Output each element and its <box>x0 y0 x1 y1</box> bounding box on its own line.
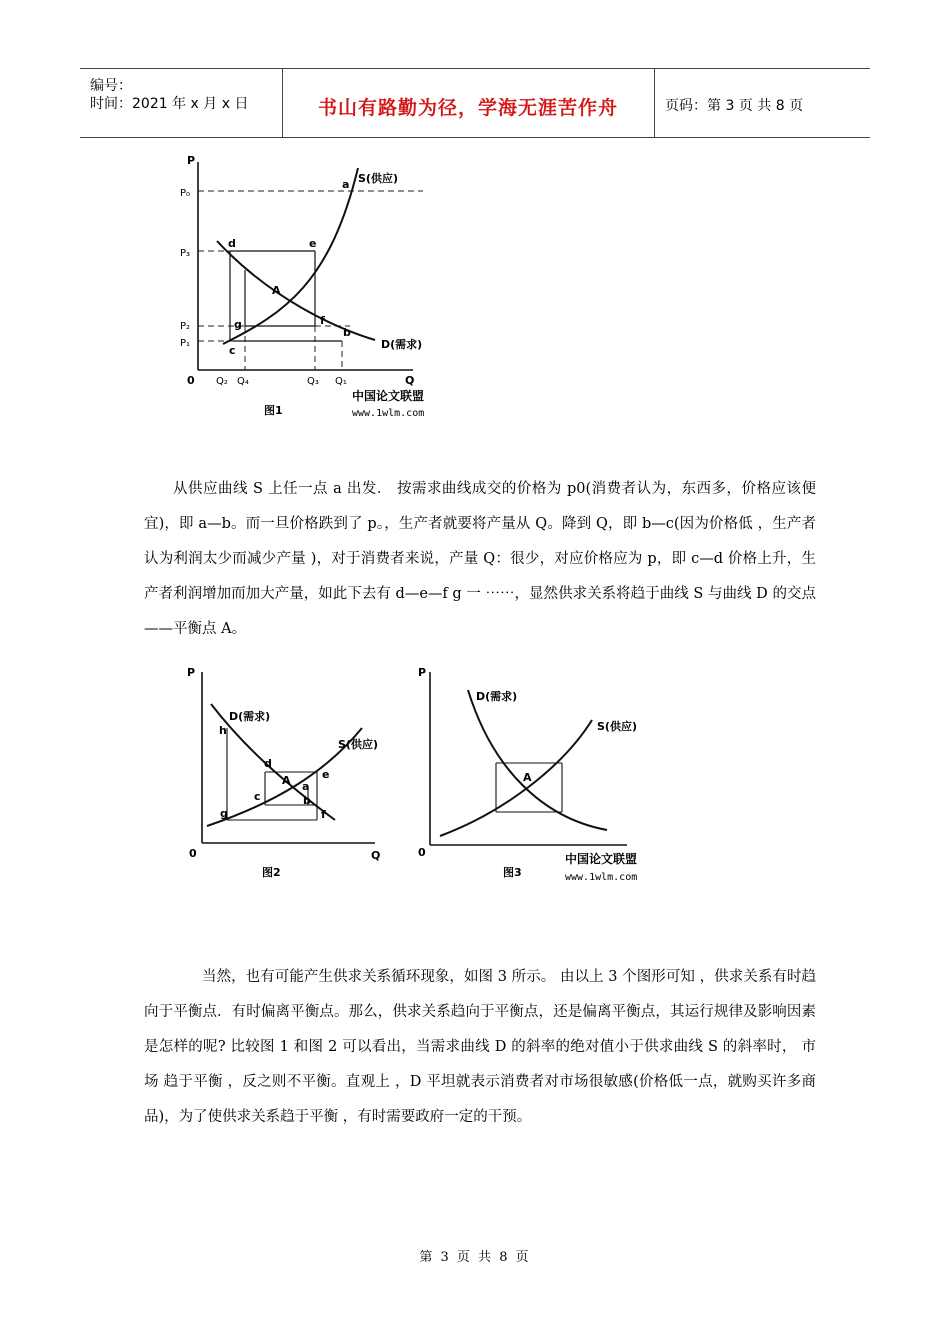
header-page-label: 页码：第 3 页 共 8 页 <box>665 98 804 114</box>
figure-2 <box>175 658 390 883</box>
header-motto-cell <box>282 69 655 137</box>
document-date-label: 时间：2021 年 x 月 x 日 <box>90 96 249 112</box>
point-f-label: f <box>321 808 326 821</box>
figure-1 <box>175 148 465 428</box>
figure-1-caption: 图1 <box>264 404 283 417</box>
point-c-label: c <box>254 790 261 803</box>
cobweb-path <box>230 251 342 341</box>
point-h-label: h <box>219 724 227 737</box>
equilibrium-label: A <box>523 771 532 784</box>
paragraph-2-text: 当然，也有可能产生供求关系循环现象，如图 3 所示。 由以上 3 个图形可知 ，供求关系有时趋向于平衡点．有时偏离平衡点。那么，供求关系趋向于平衡点，还是偏离平衡点，其运行规律及影响因素是怎样的呢? 比较图 1 和图 2 可以看出，当需求曲线 D 的斜率的绝对值小于供求曲线 S 的斜率时， 市场 趋于平衡 ，反之则不平衡。直观上 ，D 平坦就表示消费者对市场很敏感(价格低一点，就购买许多商 品)，为了使供求关系趋于平衡 ，有时需要政府一定的干预。 <box>144 969 816 1125</box>
q2-label: Q₂ <box>216 376 228 387</box>
point-c-label: c <box>229 344 236 357</box>
q-axis-label: Q <box>371 849 381 862</box>
point-b-label: b <box>303 794 311 807</box>
q4-label: Q₄ <box>237 376 249 387</box>
point-d-label: d <box>264 757 272 770</box>
page-header <box>80 68 870 138</box>
paragraph-2 <box>144 960 816 1135</box>
p0-label: P₀ <box>180 188 191 199</box>
point-g-label: g <box>234 318 242 331</box>
demand-label: D(需求) <box>381 338 423 351</box>
watermark-text: 中国论文联盟 <box>565 852 638 866</box>
equilibrium-label: A <box>282 774 291 787</box>
p-axis-label: P <box>418 666 427 679</box>
p3-label: P₃ <box>180 248 191 259</box>
point-f-label: f <box>320 314 325 327</box>
header-motto: 书山有路勤为径，学海无涯苦作舟 <box>317 97 618 119</box>
paragraph-1-text: 从供应曲线 S 上任一点 a 出发． 按需求曲线成交的价格为 p0(消费者认为，东西多，价格应该便宜)，即 a—b。而一旦价格跌到了 p。，生产者就要将产量从 Q。降到 Q，即 b—c(因为价格低 ，生产者认为利润太少而减少产量 )，对于消费者来说，产量 Q：很少，对应价格应为 p，即 c—d 价格上升，生产者利润增加而加大产量，如此下去有 d—e—f g 一 ⋯⋯，显然供求关系将趋于曲线 S 与曲线 D 的交点——平衡点 A。 <box>144 481 816 637</box>
origin-label: 0 <box>187 374 195 387</box>
watermark-url: www.1wlm.com <box>352 408 425 419</box>
supply-label: S(供应) <box>338 738 378 751</box>
p-axis-label: P <box>187 154 196 167</box>
q3-label: Q₃ <box>307 376 319 387</box>
q1-label: Q₁ <box>335 376 347 387</box>
p1-label: P₁ <box>180 338 191 349</box>
supply-label: S(供应) <box>597 720 637 733</box>
origin-label: 0 <box>189 847 197 860</box>
figure-2-caption: 图2 <box>262 866 281 879</box>
origin-label: 0 <box>418 846 426 859</box>
equilibrium-label: A <box>272 284 281 297</box>
point-a-label: a <box>302 780 310 793</box>
page-footer: 第 3 页 共 8 页 <box>419 1250 531 1265</box>
demand-label: D(需求) <box>229 710 271 723</box>
supply-label: S(供应) <box>358 172 398 185</box>
p2-label: P₂ <box>180 321 191 332</box>
point-d-label: d <box>228 237 236 250</box>
header-page-cell <box>655 69 870 137</box>
p-axis-label: P <box>187 666 196 679</box>
figure-3-caption: 图3 <box>503 866 522 879</box>
point-a-label: a <box>342 178 350 191</box>
q-axis-label: Q <box>405 374 415 387</box>
watermark-text: 中国论文联盟 <box>352 389 425 403</box>
point-g-label: g <box>220 807 228 820</box>
document-number-label: 编号： <box>90 78 132 94</box>
paragraph-1 <box>144 472 816 647</box>
supply-curve <box>223 168 358 344</box>
watermark-url: www.1wlm.com <box>565 872 638 883</box>
point-e-label: e <box>322 768 330 781</box>
point-e-label: e <box>309 237 317 250</box>
figure-3 <box>412 658 662 888</box>
point-b-label: b <box>343 326 351 339</box>
header-info-cell <box>80 69 283 137</box>
demand-label: D(需求) <box>476 690 518 703</box>
demand-curve <box>468 690 607 830</box>
